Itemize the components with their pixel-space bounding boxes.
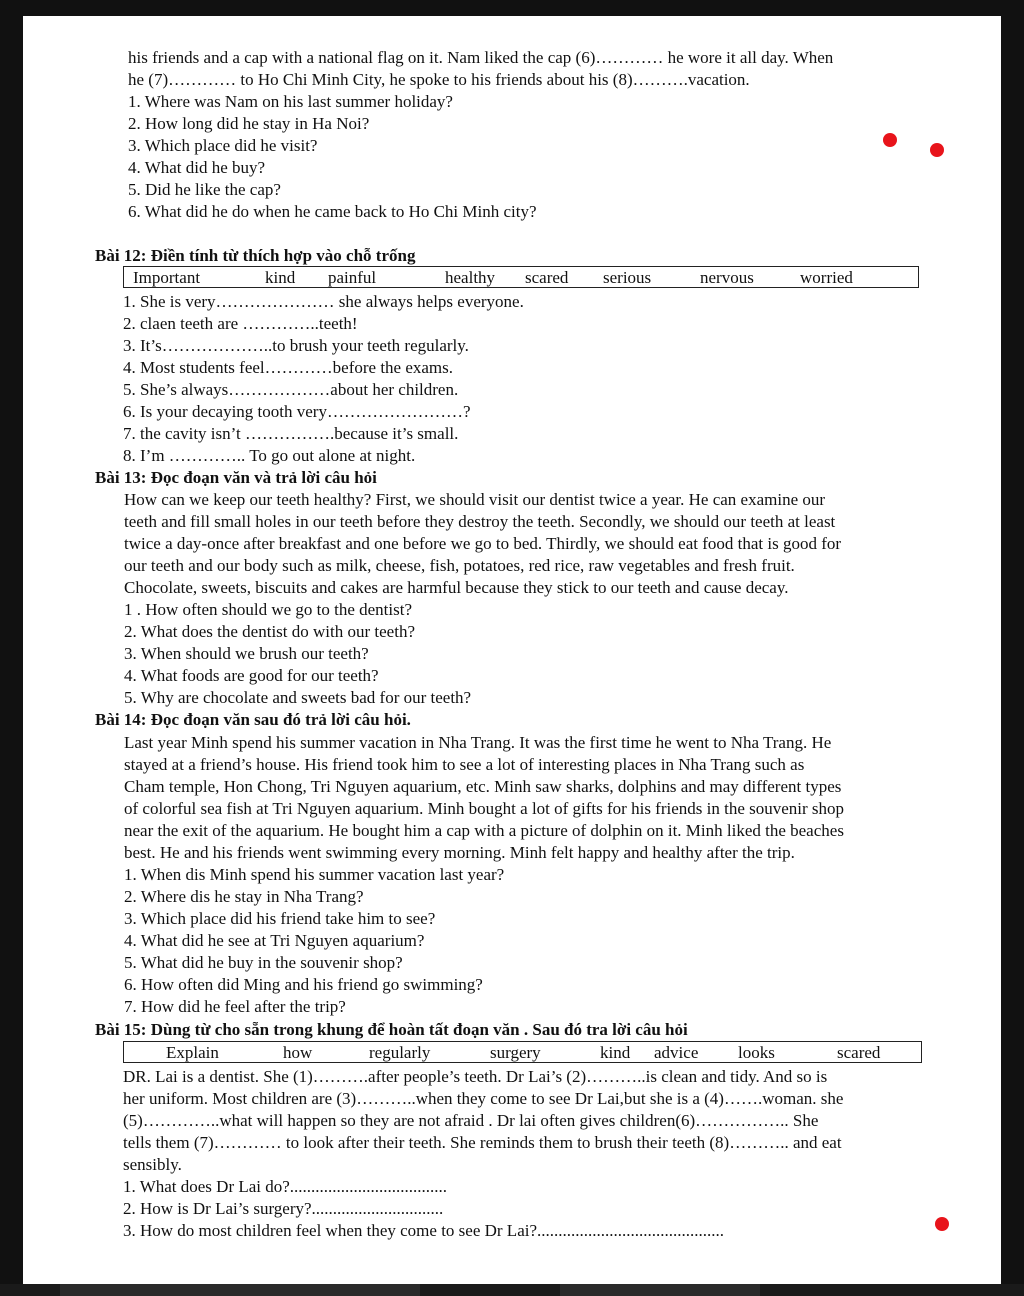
question-item: 1. What does Dr Lai do?.....................................: [123, 1177, 448, 1196]
paragraph-line: twice a day-once after breakfast and one before we go to bed. Thirdly, we should eat food that is good for: [124, 534, 842, 553]
word-box-item: looks: [738, 1043, 775, 1062]
question-item: 3. When should we brush our teeth?: [124, 644, 369, 663]
next-page-scrap: [60, 1284, 420, 1296]
word-box-item: how: [283, 1043, 313, 1062]
question-item: 1. When dis Minh spend his summer vacation last year?: [124, 865, 505, 884]
exercise-item: 2. claen teeth are …………..teeth!: [123, 314, 358, 333]
question-item: 3. How do most children feel when they come to see Dr Lai?............................................: [123, 1221, 725, 1240]
red-dot-marker: [930, 143, 944, 157]
paragraph-line: DR. Lai is a dentist. She (1)……….after people’s teeth. Dr Lai’s (2)………..is clean and tidy. And so is: [123, 1067, 828, 1086]
question-item: 2. Where dis he stay in Nha Trang?: [124, 887, 364, 906]
worksheet-page: [23, 16, 1001, 1284]
paragraph-line: her uniform. Most children are (3)………..when they come to see Dr Lai,but she is a (4)…….woman. she: [123, 1089, 844, 1108]
red-dot-marker: [935, 1217, 949, 1231]
word-box-item: worried: [800, 268, 853, 287]
paragraph-line: teeth and fill small holes in our teeth before they destroy the teeth. Secondly, we should our teeth at least: [124, 512, 836, 531]
next-page-edge: [0, 1284, 1024, 1296]
next-page-scrap: [560, 1284, 760, 1296]
exercise-item: 6. Is your decaying tooth very……………………?: [123, 402, 471, 421]
exercise-item: 7. the cavity isn’t …………….because it’s small.: [123, 424, 459, 443]
exercise-item: 8. I’m ………….. To go out alone at night.: [123, 446, 416, 465]
word-box-item: serious: [603, 268, 652, 287]
word-box-item: advice: [654, 1043, 699, 1062]
intro-question: 2. How long did he stay in Ha Noi?: [128, 114, 370, 133]
question-item: 4. What foods are good for our teeth?: [124, 666, 379, 685]
paragraph-line: near the exit of the aquarium. He bought him a cap with a picture of dolphin on it. Minh liked the beaches: [124, 821, 844, 840]
intro-line-2: he (7)………… to Ho Chi Minh City, he spoke to his friends about his (8)……….vacation.: [128, 70, 750, 89]
section-title-bai-13: Bài 13: Đọc đoạn văn và trả lời câu hỏi: [95, 468, 377, 487]
word-box-item: nervous: [700, 268, 754, 287]
exercise-item: 5. She’s always………………about her children.: [123, 380, 459, 399]
paragraph-line: How can we keep our teeth healthy? First, we should visit our dentist twice a year. He can examine our: [124, 490, 826, 509]
paragraph-line: of colorful sea fish at Tri Nguyen aquarium. Minh bought a lot of gifts for his friends in the souvenir shop: [124, 799, 845, 818]
word-box-bai-12: [123, 266, 919, 288]
paragraph-line: Last year Minh spend his summer vacation in Nha Trang. It was the first time he went to Nha Trang. He: [124, 733, 832, 752]
paragraph-line: best. He and his friends went swimming every morning. Minh felt happy and healthy after the trip.: [124, 843, 795, 862]
word-box-item: Important: [133, 268, 201, 287]
question-item: 5. Why are chocolate and sweets bad for our teeth?: [124, 688, 472, 707]
exercise-item: 4. Most students feel…………before the exams.: [123, 358, 454, 377]
question-item: 2. What does the dentist do with our teeth?: [124, 622, 415, 641]
section-title-bai-15: Bài 15: Dùng từ cho sẵn trong khung để hoàn tất đoạn văn . Sau đó tra lời câu hỏi: [95, 1020, 688, 1039]
word-box-item: scared: [525, 268, 569, 287]
word-box-item: Explain: [166, 1043, 219, 1062]
paragraph-line: tells them (7)………… to look after their teeth. She reminds them to brush their teeth (8)……….. and eat: [123, 1133, 842, 1152]
question-item: 3. Which place did his friend take him to see?: [124, 909, 436, 928]
intro-question: 6. What did he do when he came back to Ho Chi Minh city?: [128, 202, 537, 221]
word-box-item: regularly: [369, 1043, 431, 1062]
word-box-bai-15: [123, 1041, 922, 1063]
word-box-item: healthy: [445, 268, 496, 287]
exercise-item: 3. It’s………………..to brush your teeth regularly.: [123, 336, 469, 355]
paragraph-line: stayed at a friend’s house. His friend took him to see a lot of interesting places in Nha Trang such as: [124, 755, 805, 774]
intro-question: 3. Which place did he visit?: [128, 136, 318, 155]
section-title-bai-14: Bài 14: Đọc đoạn văn sau đó trả lời câu hỏi.: [95, 710, 411, 729]
question-item: 1 . How often should we go to the dentist?: [124, 600, 413, 619]
word-box-item: kind: [600, 1043, 631, 1062]
paragraph-line: Cham temple, Hon Chong, Tri Nguyen aquarium, etc. Minh saw sharks, dolphins and may different types: [124, 777, 842, 796]
word-box-item: kind: [265, 268, 296, 287]
intro-question: 5. Did he like the cap?: [128, 180, 281, 199]
paragraph-line: sensibly.: [123, 1155, 182, 1174]
word-box-item: painful: [328, 268, 377, 287]
intro-question: 4. What did he buy?: [128, 158, 266, 177]
question-item: 2. How is Dr Lai’s surgery?...............................: [123, 1199, 444, 1218]
section-title-bai-12: Bài 12: Điền tính từ thích hợp vào chỗ trống: [95, 246, 416, 265]
word-box-item: surgery: [490, 1043, 541, 1062]
paragraph-line: (5)…………..what will happen so they are not afraid . Dr lai often gives children(6)…………….. She: [123, 1111, 819, 1130]
question-item: 4. What did he see at Tri Nguyen aquarium?: [124, 931, 425, 950]
intro-line-1: his friends and a cap with a national flag on it. Nam liked the cap (6)………… he wore it all day. When: [128, 48, 834, 67]
paragraph-line: Chocolate, sweets, biscuits and cakes are harmful because they stick to our teeth and cause decay.: [124, 578, 789, 597]
intro-question: 1. Where was Nam on his last summer holiday?: [128, 92, 453, 111]
exercise-item: 1. She is very………………… she always helps everyone.: [123, 292, 524, 311]
question-item: 5. What did he buy in the souvenir shop?: [124, 953, 403, 972]
question-item: 6. How often did Ming and his friend go swimming?: [124, 975, 483, 994]
red-dot-marker: [883, 133, 897, 147]
question-item: 7. How did he feel after the trip?: [124, 997, 346, 1016]
word-box-item: scared: [837, 1043, 881, 1062]
paragraph-line: our teeth and our body such as milk, cheese, fish, potatoes, red rice, raw vegetables and fresh fruit.: [124, 556, 795, 575]
